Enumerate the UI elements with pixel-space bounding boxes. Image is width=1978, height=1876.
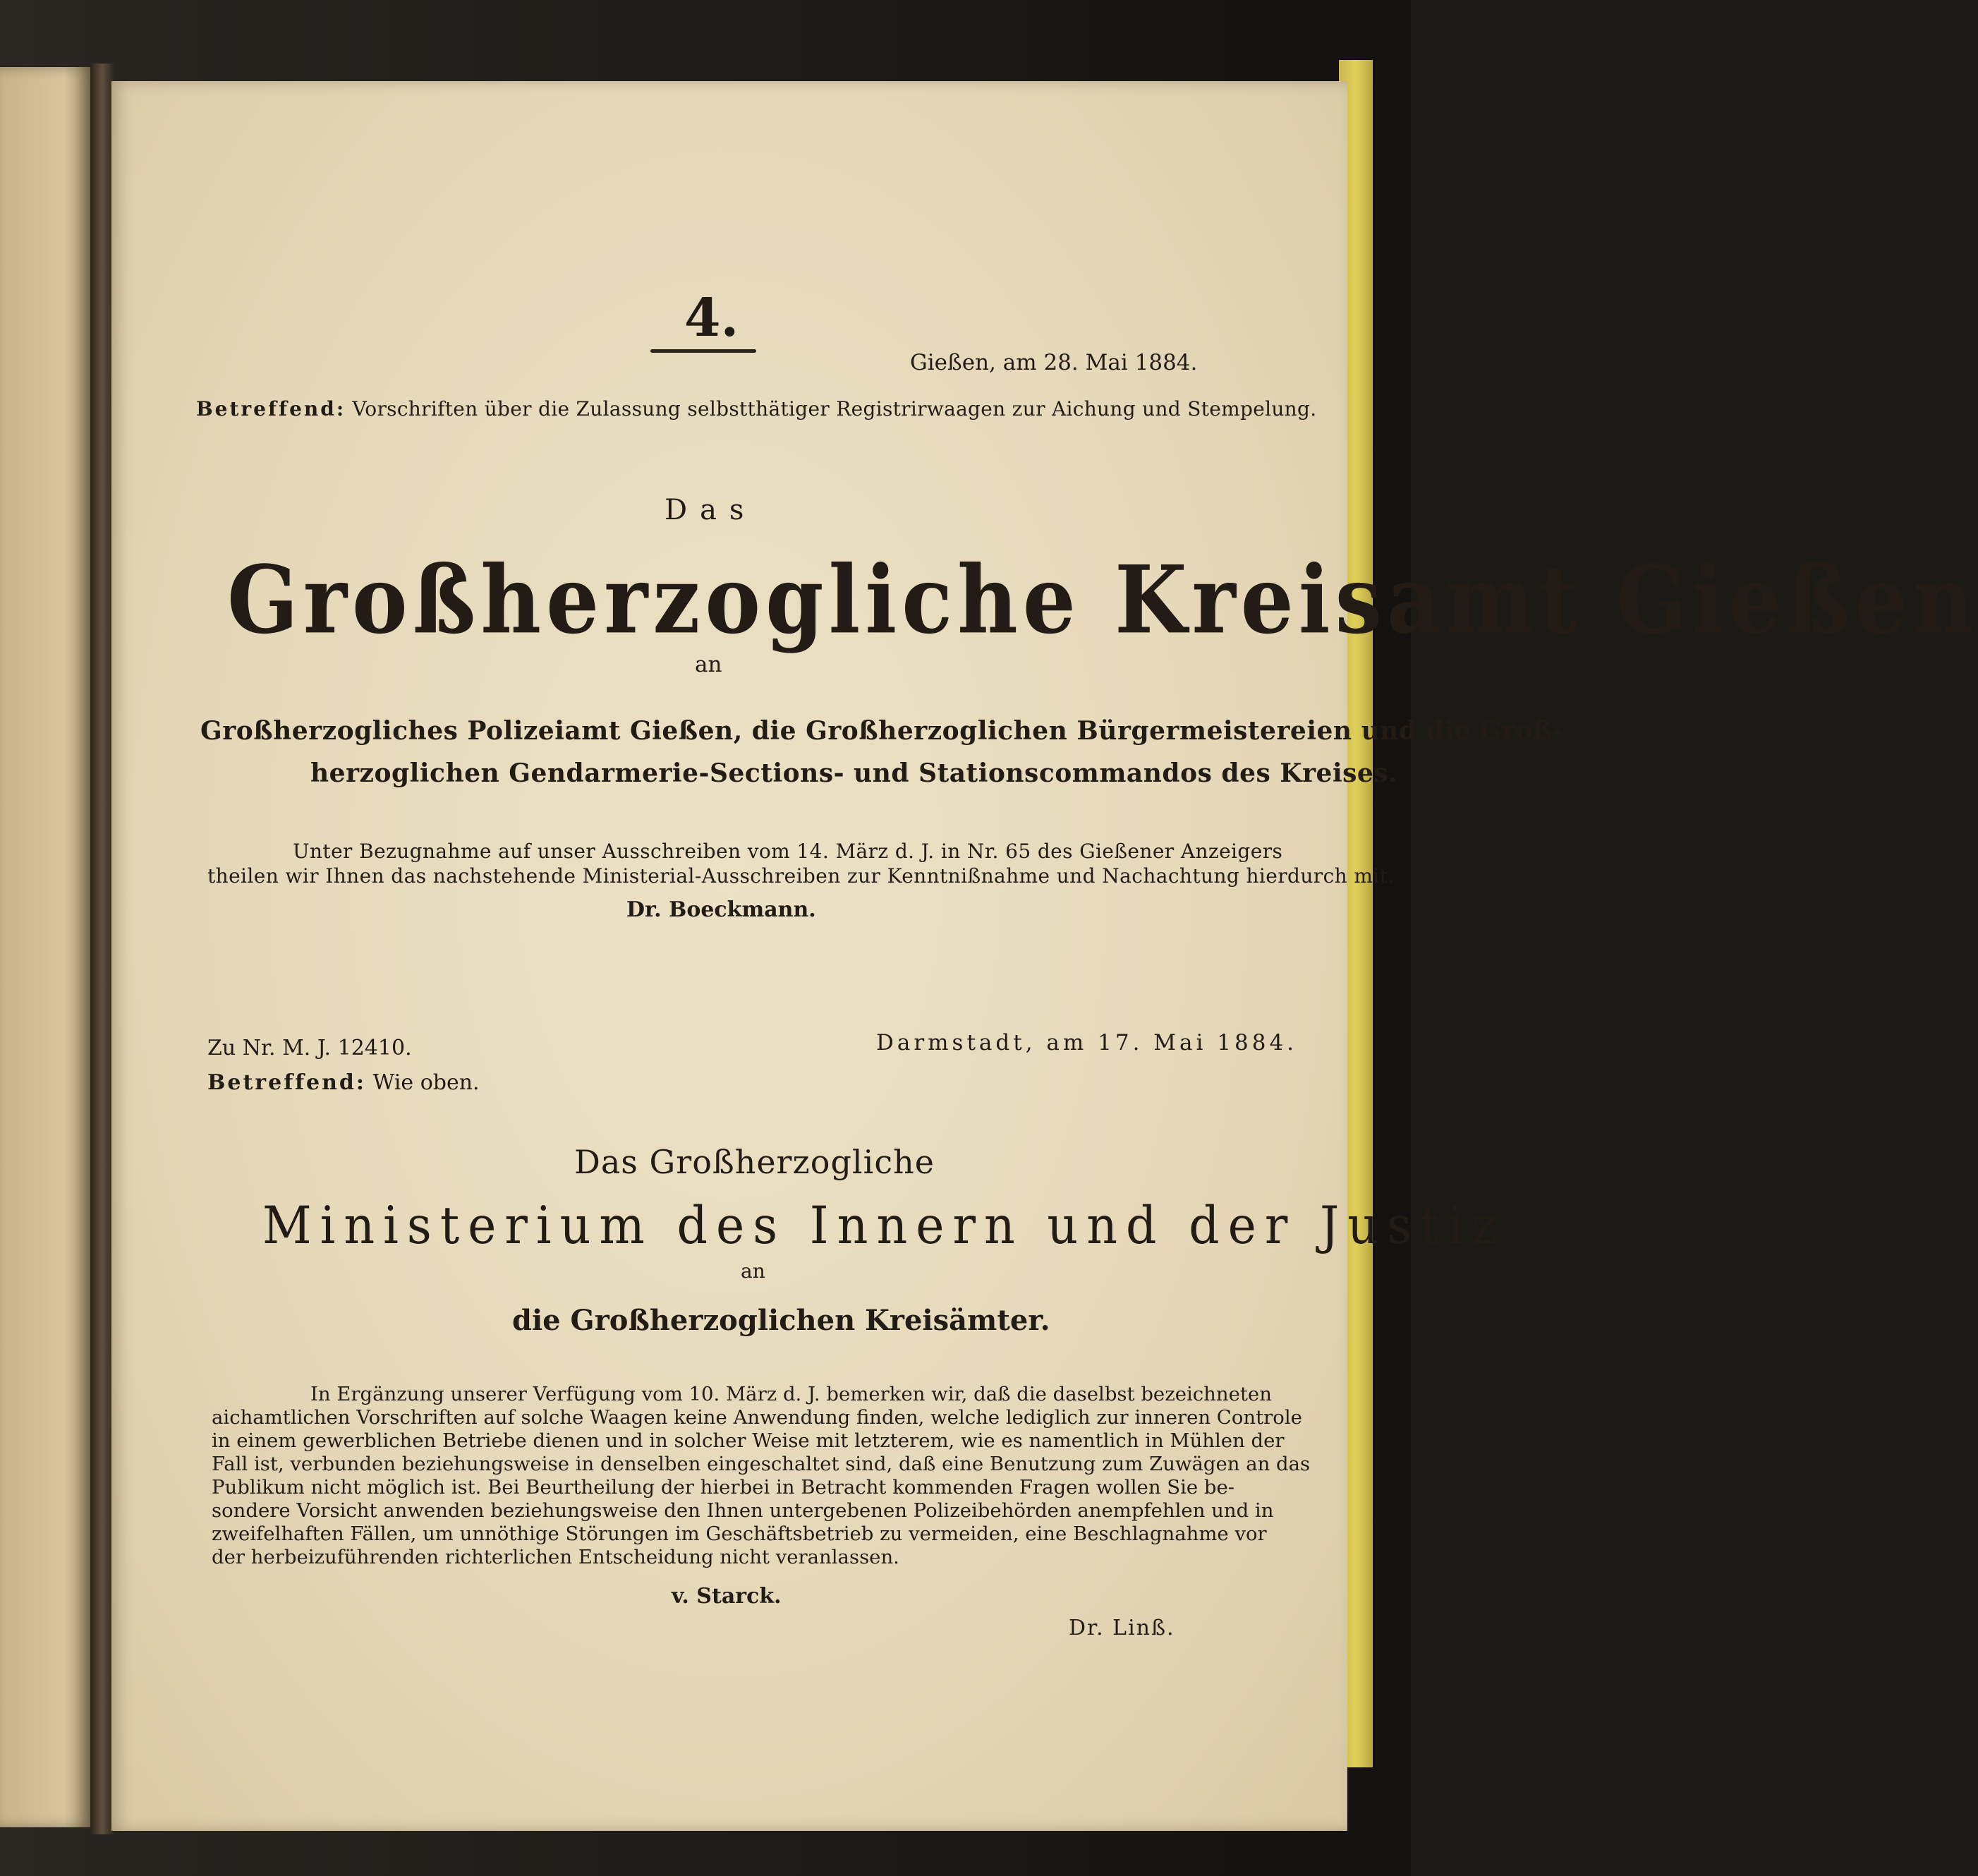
heading-das-grossherzogliche: Das Großherzogliche: [574, 1143, 935, 1181]
document-number: 4.: [684, 288, 739, 349]
addressees-kreisaemter: die Großherzoglichen Kreisämter.: [512, 1304, 1050, 1337]
signature-starck: v. Starck.: [672, 1584, 782, 1609]
subject-line-2: [207, 1070, 480, 1095]
heading-an: an: [695, 652, 722, 677]
signature-linss: Dr. Linß.: [1069, 1616, 1175, 1640]
body-line: aichamtlichen Vorschriften auf solche Waagen keine Anwendung finden, welche lediglich zur inneren Controle: [212, 1406, 1302, 1429]
heading-an-2: an: [741, 1259, 765, 1283]
heading-das: Das: [665, 494, 757, 526]
ministry-body-text: [212, 1383, 1311, 1569]
addressees-line-2: herzoglichen Gendarmerie-Sections- und Stationscommandos des Kreises.: [310, 758, 1398, 788]
body-line: zweifelhaften Fällen, um unnöthige Störungen im Geschäftsbetrieb zu vermeiden, eine Beschlagnahme vor: [212, 1523, 1267, 1545]
subject-label: Betreffend:: [196, 397, 346, 420]
intro-paragraph-line-2: theilen wir Ihnen das nachstehende Ministerial-Ausschreiben zur Kenntnißnahme und Nachachtung hierdurch mit.: [207, 864, 1395, 888]
subject-label-2: Betreffend:: [207, 1070, 366, 1095]
body-line: in einem gewerblichen Betriebe dienen und in solcher Weise mit letzterem, wie es namentlich in Mühlen der: [212, 1429, 1285, 1452]
subject-line: [196, 397, 1316, 420]
body-line: sondere Vorsicht anwenden beziehungsweise den Ihnen untergebenen Polizeibehörden anempfehlen und in: [212, 1499, 1274, 1522]
body-line: Fall ist, verbunden beziehungsweise in denselben eingeschaltet sind, daß eine Benutzung zum Zuwägen an das: [212, 1453, 1311, 1475]
ministry-title: Ministerium des Innern und der Justiz: [262, 1196, 1505, 1257]
authority-title: Großherzogliche Kreisamt Gießen: [227, 545, 1978, 655]
body-line: der herbeizuführenden richterlichen Entscheidung nicht veranlassen.: [212, 1546, 899, 1568]
intro-paragraph-line-1: Unter Bezugnahme auf unser Ausschreiben vom 14. März d. J. in Nr. 65 des Gießener Anzeigers: [293, 840, 1283, 863]
body-line: Publikum nicht möglich ist. Bei Beurtheilung der hierbei in Betracht kommenden Fragen wollen Sie be-: [212, 1476, 1235, 1499]
number-underline: [650, 349, 756, 353]
reference-number: Zu Nr. M. J. 12410.: [207, 1036, 412, 1060]
place-date-giessen: Gießen, am 28. Mai 1884.: [910, 350, 1198, 375]
book-gutter: [90, 63, 114, 1834]
addressees-line-1: Großherzogliches Polizeiamt Gießen, die Großherzoglichen Bürgermeistereien und die Groß-: [200, 716, 1564, 746]
place-date-darmstadt: Darmstadt, am 17. Mai 1884.: [876, 1030, 1298, 1055]
body-line: In Ergänzung unserer Verfügung vom 10. März d. J. bemerken wir, daß die daselbst bezeichneten: [310, 1383, 1272, 1405]
left-page-edge: [0, 67, 92, 1827]
subject-text-2: Wie oben.: [372, 1070, 480, 1095]
signature-boeckmann: Dr. Boeckmann.: [626, 897, 816, 922]
subject-text: Vorschriften über die Zulassung selbstthätiger Registrirwaagen zur Aichung und Stempelung.: [352, 397, 1317, 420]
